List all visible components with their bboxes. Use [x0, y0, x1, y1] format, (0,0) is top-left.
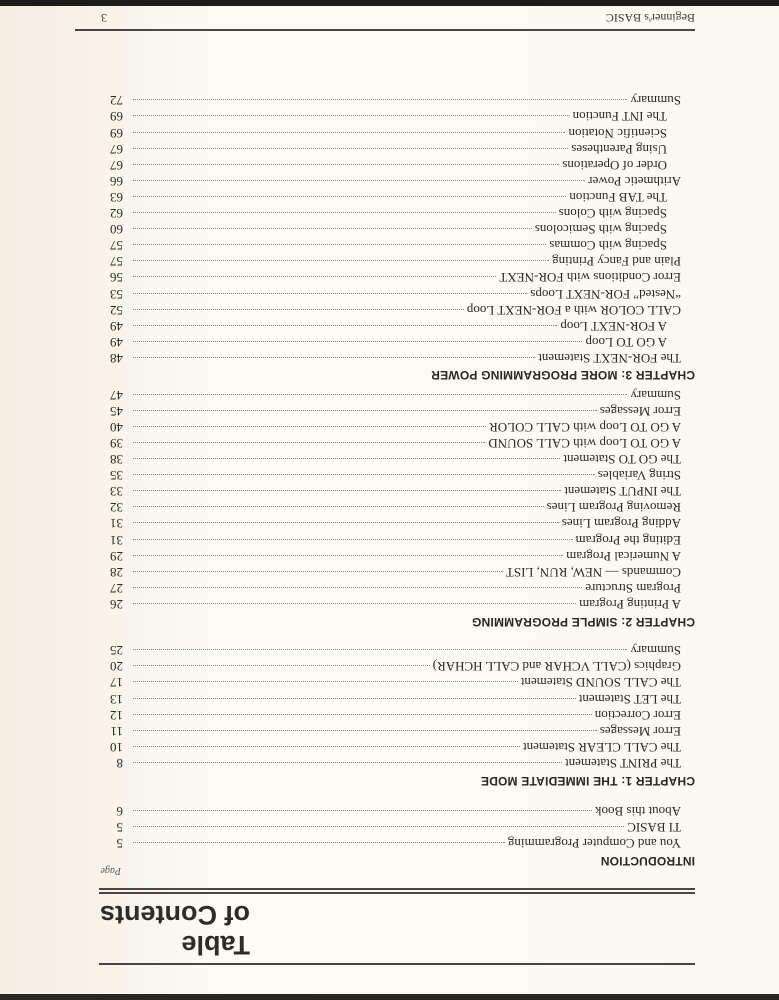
toc-entry-title: A Numerical Program — [566, 548, 681, 564]
dot-leader — [133, 714, 592, 715]
dot-leader — [133, 571, 503, 572]
dot-leader — [133, 244, 546, 245]
toc-entry-page: 28 — [110, 564, 123, 580]
toc-entry-title: You and Computer Programming — [507, 836, 681, 851]
toc-entry-title: Editing the Program — [575, 532, 681, 548]
toc-entry-title: Spacing with Semicolons — [534, 222, 667, 238]
toc-entry-page: 32 — [110, 500, 123, 516]
dot-leader — [133, 99, 627, 100]
toc-entry-title: Summary — [630, 643, 681, 659]
dot-leader — [133, 587, 582, 588]
toc-entry-page: 17 — [110, 675, 123, 691]
toc-entry — [103, 564, 681, 580]
dot-leader — [133, 410, 597, 411]
dot-leader — [133, 842, 505, 843]
page-title — [100, 900, 250, 960]
toc-entry-page: 67 — [110, 157, 123, 173]
toc-entry — [103, 205, 667, 221]
dot-leader — [133, 196, 566, 197]
dot-leader — [133, 603, 576, 604]
toc-entry — [103, 92, 681, 108]
toc-entry-page: 26 — [110, 597, 123, 612]
toc-entry — [103, 658, 681, 674]
dot-leader — [133, 228, 532, 229]
page-title-line2: of Contents — [100, 900, 250, 930]
dot-leader — [133, 698, 576, 699]
toc-entry-title: Commands — NEW, RUN, LIST — [505, 564, 681, 580]
toc-entry-page: 29 — [110, 548, 123, 564]
section-heading-chapter-2: CHAPTER 2: SIMPLE PROGRAMMING — [471, 615, 695, 629]
toc-entry — [103, 516, 681, 532]
toc-entry — [103, 548, 681, 564]
toc-entry — [103, 467, 681, 483]
toc-entry-page: 60 — [110, 222, 123, 238]
toc-entry — [103, 270, 681, 286]
dot-leader — [133, 826, 624, 827]
toc-entry-title: TI BASIC — [627, 819, 681, 835]
toc-entry-title: Plain and Fancy Printing — [552, 254, 681, 270]
toc-entry-title: About this Book — [595, 803, 681, 819]
toc-entry-page: 49 — [110, 334, 123, 350]
toc-entry-title: The PRINT Statement — [564, 756, 681, 771]
toc-entry-page: 40 — [110, 419, 123, 435]
toc-entry-title: Error Messages — [599, 723, 681, 739]
dot-leader — [133, 682, 518, 683]
toc-entry-page: 27 — [110, 580, 123, 596]
toc-entry-title: Summary — [630, 93, 681, 109]
toc-entry — [103, 707, 681, 723]
toc-entry-page: 69 — [110, 125, 123, 141]
toc-entry-page: 6 — [116, 803, 123, 819]
toc-entry-title: Order of Operations — [562, 157, 667, 173]
toc-entry-page: 53 — [110, 286, 123, 302]
section-heading-introduction: INTRODUCTION — [600, 854, 695, 868]
dot-leader — [133, 730, 597, 731]
dot-leader — [133, 506, 544, 507]
dot-leader — [133, 132, 565, 133]
toc-entry-title: The LET Statement — [578, 691, 681, 707]
toc-entry — [103, 141, 667, 157]
toc-entry-page: 8 — [116, 756, 123, 771]
dot-leader — [133, 164, 559, 165]
toc-entry — [103, 221, 667, 237]
dot-leader — [133, 212, 556, 213]
toc-entry — [103, 451, 681, 467]
toc-entry-title: A GO TO Loop with CALL SOUND — [488, 436, 681, 451]
toc-entry-title: Error Messages — [599, 403, 681, 419]
toc-entry — [103, 755, 681, 771]
dot-leader — [133, 555, 563, 556]
toc-entry — [103, 334, 667, 350]
toc-entry-page: 69 — [110, 109, 123, 125]
toc-entry-title: Scientific Notation — [568, 125, 667, 141]
toc-entry-title: Spacing with Commas — [549, 238, 667, 254]
toc-entry-title: The FOR-NEXT Statement — [538, 351, 681, 366]
toc-entry-page: 5 — [116, 836, 123, 851]
toc-entry-title: String Variables — [597, 468, 681, 484]
toc-entry-page: 25 — [110, 643, 123, 659]
toc-entry — [103, 237, 667, 253]
toc-entry-page: 35 — [110, 468, 123, 484]
toc-entry — [103, 350, 681, 366]
toc-entry-page: 12 — [110, 707, 123, 723]
dot-leader — [133, 426, 486, 427]
dot-leader — [133, 474, 595, 475]
toc-entry-page: 31 — [110, 516, 123, 532]
running-header-book-title: Beginner's BASIC — [605, 11, 695, 25]
toc-entry-title: The GO TO Statement — [563, 452, 681, 468]
toc-entry — [103, 403, 681, 419]
dot-leader — [133, 325, 557, 326]
toc-entry-page: 49 — [110, 318, 123, 334]
running-header-rule — [75, 30, 695, 32]
toc-entry — [103, 803, 681, 819]
toc-entry-page: 56 — [110, 270, 123, 286]
toc-entry — [103, 253, 681, 269]
toc-entry — [103, 157, 667, 173]
dot-leader — [133, 180, 585, 181]
toc-entry-page: 38 — [110, 452, 123, 468]
toc-entry — [103, 435, 681, 451]
toc-entry-title: Error Correction — [594, 707, 681, 723]
page-title-line1: Table — [181, 930, 250, 960]
dot-leader — [133, 458, 560, 459]
toc-entry — [103, 189, 667, 205]
dot-leader — [133, 116, 570, 117]
toc-entry — [103, 819, 681, 835]
toc-entry-title: The INT Function — [572, 109, 667, 125]
toc-entry-title: A GO TO Loop with CALL COLOR — [489, 419, 681, 435]
toc-entry — [103, 302, 681, 318]
toc-entry-title: Adding Program Lines — [561, 516, 681, 532]
toc-entry-title: “Nested” FOR-NEXT Loops — [530, 286, 681, 302]
toc-entry-title: Program Structure — [585, 580, 681, 596]
toc-entry-page: 57 — [110, 238, 123, 254]
toc-entry-title: A FOR-NEXT Loop — [560, 318, 667, 334]
toc-entry — [103, 723, 681, 739]
toc-entry-page: 63 — [110, 190, 123, 205]
toc-entry-title: The CALL CLEAR Statement — [522, 739, 681, 755]
toc-entry-page: 66 — [110, 173, 123, 189]
title-double-rule-top — [99, 893, 695, 895]
dot-leader — [133, 762, 562, 763]
dot-leader — [133, 665, 430, 666]
dot-leader — [133, 746, 520, 747]
toc-entry — [103, 580, 681, 596]
toc-entry-title: CALL COLOR with a FOR-NEXT Loop — [466, 302, 681, 318]
toc-entry — [103, 419, 681, 435]
toc-entry — [103, 642, 681, 658]
toc-entry — [103, 739, 681, 755]
toc-entry — [103, 109, 667, 125]
toc-entry-page: 62 — [110, 206, 123, 222]
toc-entry — [103, 596, 681, 612]
section-heading-chapter-1: CHAPTER 1: THE IMMEDIATE MODE — [480, 774, 695, 788]
toc-entry-title: A GO TO Loop — [585, 334, 667, 350]
toc-entry-page: 72 — [110, 93, 123, 109]
running-header-page-number: 3 — [101, 11, 107, 25]
toc-entry-page: 11 — [110, 723, 123, 739]
toc-entry-title: The TAB Function — [569, 190, 667, 205]
toc-entry-page: 33 — [110, 484, 123, 500]
section-heading-chapter-3: CHAPTER 3: MORE PROGRAMMING POWER — [431, 368, 695, 382]
dot-leader — [133, 442, 485, 443]
toc-entry — [103, 173, 681, 189]
dot-leader — [133, 277, 496, 278]
toc-entry-page: 48 — [110, 351, 123, 366]
toc-entry-page: 5 — [116, 819, 123, 835]
toc-entry — [103, 691, 681, 707]
toc-entry — [103, 532, 681, 548]
toc-entry-title: The INPUT Statement — [564, 484, 681, 500]
dot-leader — [133, 148, 568, 149]
dot-leader — [133, 490, 561, 491]
toc-entry-title: A Printing Program — [579, 597, 681, 612]
page-edge-bottom — [0, 0, 779, 6]
toc-entry-title: The CALL SOUND Statement — [520, 675, 681, 691]
toc-entry-title: Using Parentheses — [571, 141, 667, 157]
toc-entry-title: Graphics (CALL VCHAR and CALL HCHAR) — [432, 659, 681, 675]
toc-entry — [103, 835, 681, 851]
dot-leader — [133, 341, 583, 342]
toc-entry-page: 10 — [110, 739, 123, 755]
toc-entry-page: 52 — [110, 302, 123, 318]
toc-entry-title: Removing Program Lines — [546, 500, 681, 516]
toc-entry — [103, 286, 681, 302]
title-top-rule — [99, 964, 695, 966]
toc-entry-title: Error Conditions with FOR-NEXT — [499, 270, 681, 286]
toc-entry-page: 47 — [110, 387, 123, 403]
toc-entry-page: 20 — [110, 659, 123, 675]
dot-leader — [133, 309, 464, 310]
dot-leader — [133, 523, 559, 524]
toc-entry-page: 45 — [110, 403, 123, 419]
toc-entry — [103, 675, 681, 691]
toc-entry-title: Summary — [630, 387, 681, 403]
toc-entry-page: 31 — [110, 532, 123, 548]
dot-leader — [133, 539, 573, 540]
dot-leader — [133, 394, 627, 395]
toc-entry-page: 13 — [110, 691, 123, 707]
dot-leader — [133, 260, 549, 261]
toc-entry — [103, 318, 667, 334]
toc-entry-title: Arithmetic Power — [588, 173, 681, 189]
toc-entry-page: 39 — [110, 436, 123, 451]
toc-entry — [103, 125, 667, 141]
page-edge-top — [0, 994, 779, 1000]
dot-leader — [133, 357, 535, 358]
toc-entry — [103, 483, 681, 499]
toc-entry — [103, 499, 681, 515]
page-column-label: Page — [100, 865, 121, 876]
toc-entry-title: Spacing with Colons — [558, 206, 667, 222]
title-double-rule-bottom — [99, 889, 695, 891]
toc-entry-page: 67 — [110, 141, 123, 157]
toc-entry — [103, 387, 681, 403]
dot-leader — [133, 293, 527, 294]
dot-leader — [133, 649, 627, 650]
dot-leader — [133, 810, 592, 811]
toc-entry-page: 57 — [110, 254, 123, 270]
